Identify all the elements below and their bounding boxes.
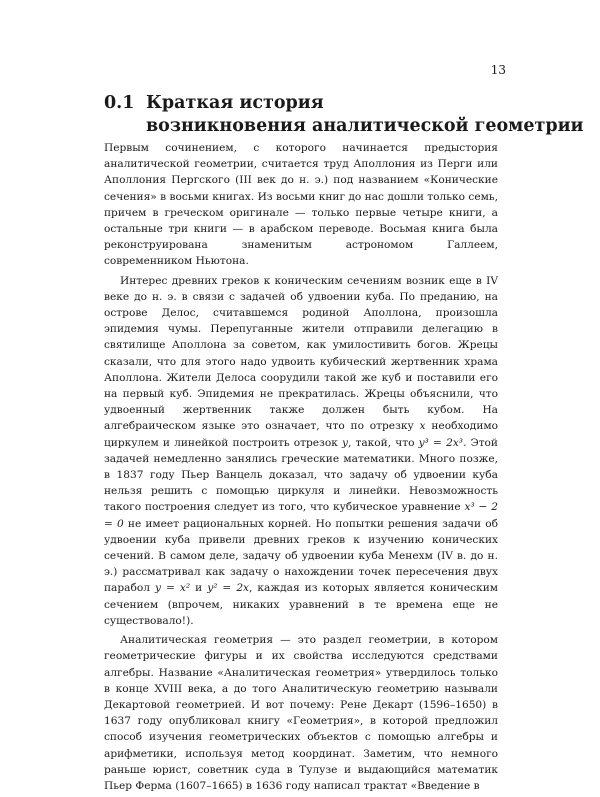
paragraph-2-text-b: необходимо циркулем и линейкой построить отрезок [104, 420, 498, 449]
body-text [104, 140, 498, 797]
section-number: 0.1 [104, 93, 135, 113]
math-var-x: x [419, 420, 426, 433]
paragraph-2-text-f: и [190, 582, 208, 595]
section-title-line-2: возникновения аналитической геометрии [146, 116, 584, 136]
paragraph-1: Первым сочинением, с которого начинается предыстория аналитической геометрии, считается труд Аполлония из Перги или Аполлония Пергского (III век до н. э.) под названием «Конические сечения» в восьми книгах. Из восьми книг до нас дошли только семь, причем в греческом оригинале — только первые четыре книги, а остальные три книги — в арабском переводе. Восьмая книга была реконструирована знаменитым астрономом Галлеем, современником Ньютона. [104, 142, 498, 268]
paragraph-2-text-d: . Этой задачей немедленно занялись греческие математики. Много позже, в 1837 году Пьер Ванцель доказал, что задачу об удвоении куба нельзя решить с помощью циркуля и линейки. Невозможность такого построения следует из того, что кубическое уравнение [104, 436, 498, 514]
paragraph-2 [104, 273, 498, 629]
paragraph-2-text-g: , каждая из которых является коническим сечением (впрочем, никаких уравнений в те времена еще не существовало!). [104, 582, 499, 627]
equation-cubic: x³ − 2 = 0 [104, 501, 498, 530]
paragraph-3: Аналитическая геометрия — это раздел геометрии, в котором геометрические фигуры и их свойства исследуются средствами алгебры. Название «Аналитическая геометрия» утвердилось только в конце XVIII века, а до того Аналитическую геометрию называли Декартовой геометрией. И вот почему: Рене Декарт (1596–1650) в 1637 году опубликовал книгу «Геометрия», в которой предложил способ изучения геометрических объектов с помощью алгебры и арифметики, используя метод координат. Заметим, что немного раньше юрист, советник суда в Тулузе и выдающийся математик Пьер Ферма (1607–1665) в 1636 году написал трактат «Введение в [104, 634, 498, 792]
paragraph-2-text-a: Интерес древних греков к коническим сечениям возник еще в IV веке до н. э. в связи с задачей об удвоении куба. По преданию, на острове Делос, считавшемся родиной Аполлона, произошла эпидемия чумы. Перепуганные жители отправили делегацию в святилище Аполлона за советом, как умилостивить богов. Жрецы сказали, что для этого надо удвоить кубический жертвенник храма Аполлона. Жители Делоса соорудили такой же куб и поставили его на первый куб. Эпидемия не прекратилась. Жрецы объяснили, что удвоенный жертвенник также должен быть кубом. На алгебраическом языке это означает, что по отрезку [104, 274, 498, 433]
math-var-y: y [341, 436, 348, 449]
equation-cube-doubling: y³ = 2x³ [418, 436, 464, 449]
equation-parabola-1: y = x² [154, 582, 191, 595]
paragraph-2-text-c: , такой, что [347, 436, 419, 449]
page-number: 13 [490, 63, 506, 77]
section-title-line-1: Краткая история [146, 93, 324, 113]
equation-parabola-2: y² = 2x [207, 582, 250, 595]
paragraph-2-text-e: не имеет рациональных корней. Но попытки решения задачи об удвоении куба привели древних греков к изучению конических сечений. В самом деле, задачу об удвоении куба Менехм (IV в. до н. э.) рассматривал как задачу о нахождении точек пересечения двух парабол [104, 517, 498, 595]
